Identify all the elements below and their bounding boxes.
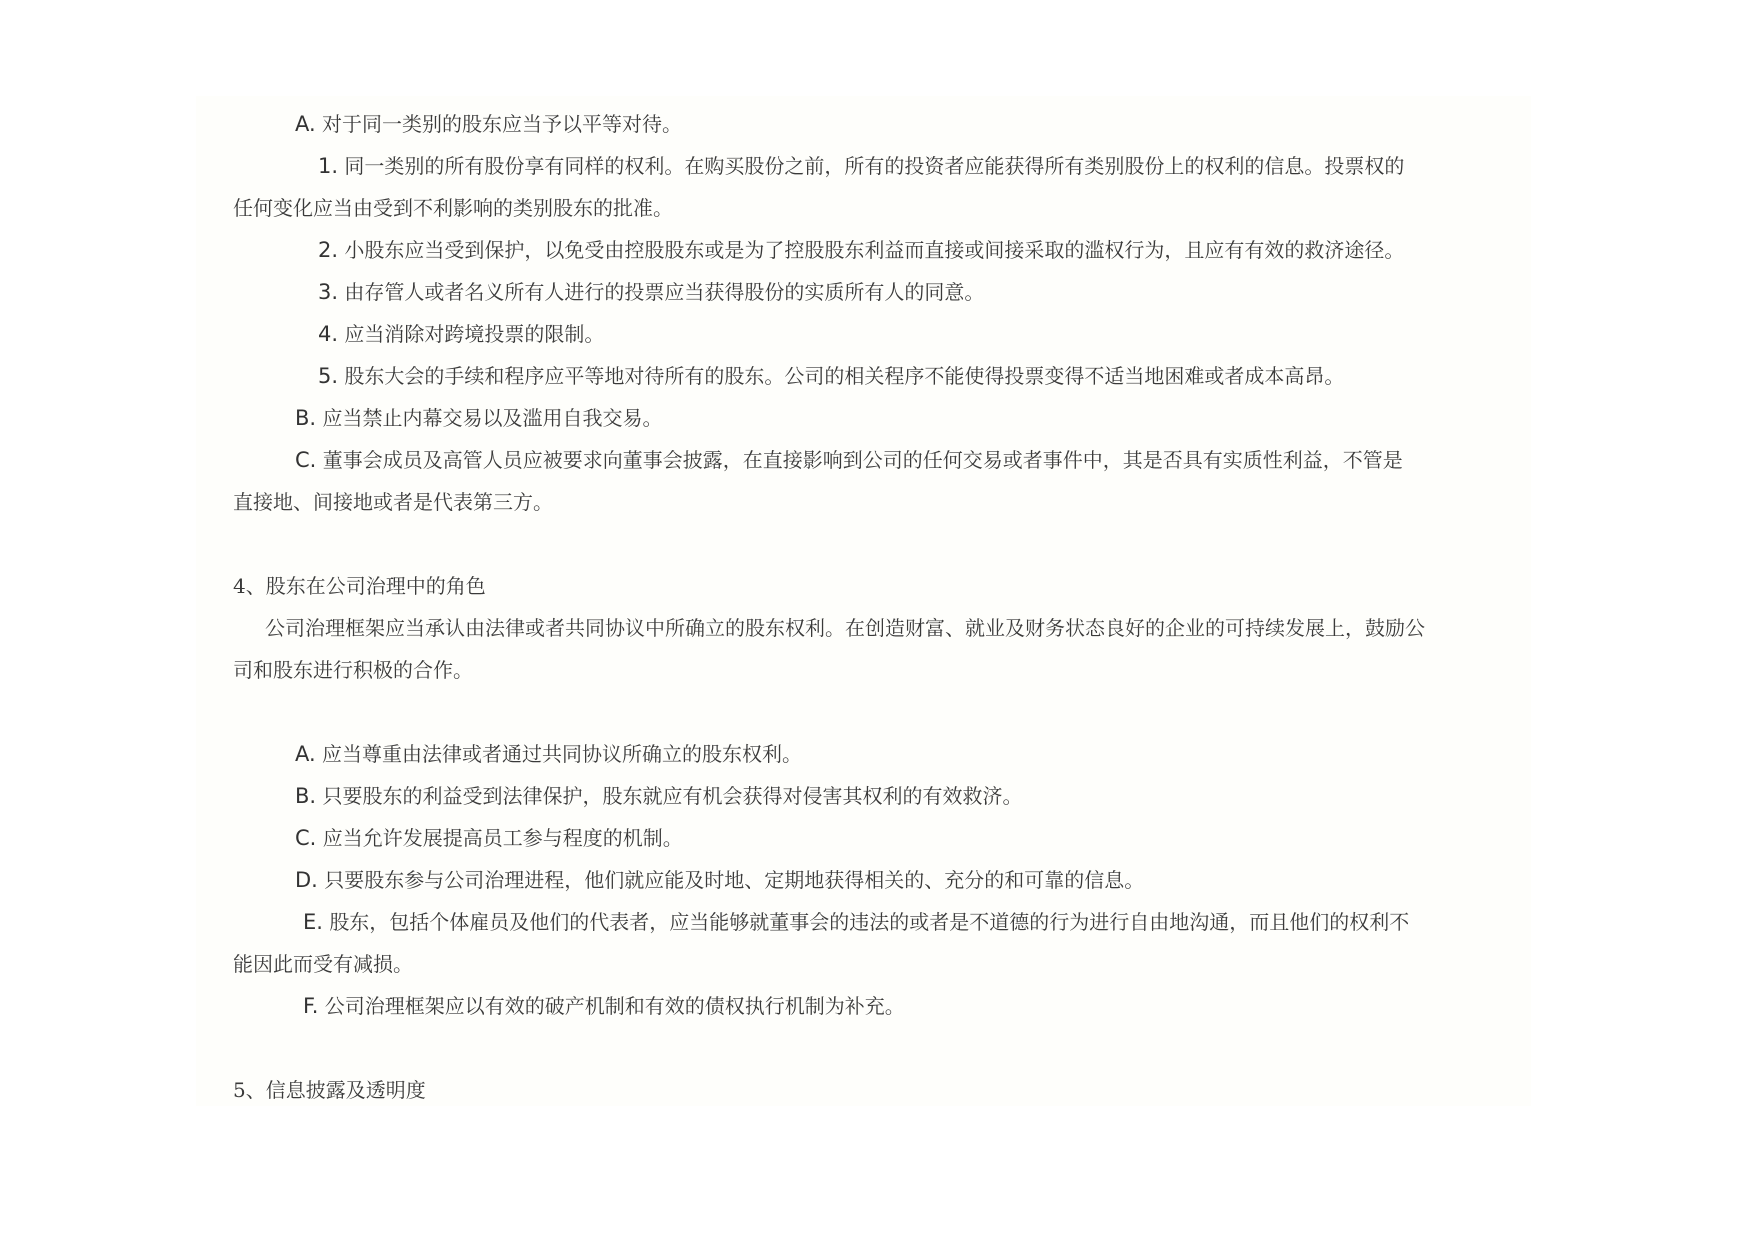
item-text-continued: 能因此而受有减损。 [233,952,413,976]
item-text: 应当尊重由法律或者通过共同协议所确立的股东权利。 [322,742,803,766]
item-text: 股东，包括个体雇员及他们的代表者，应当能够就董事会的违法的或者是不道德的行为进行自由地沟通，而且他们的权利不 [329,910,1410,934]
item-4d [233,859,1533,901]
section-heading: 4、股东在公司治理中的角色 [233,574,486,598]
subitem-label: 1. [318,154,339,178]
section-5-heading [233,1069,1533,1111]
subitem-4 [233,313,1533,355]
subitem-2 [233,229,1533,271]
section-4-intro-line-1 [233,607,1533,649]
paragraph-gap [233,523,1533,565]
item-3b [233,397,1533,439]
item-4a [233,733,1533,775]
item-3a [233,103,1533,145]
subitem-1-continued [233,187,1533,229]
item-label: C. [295,826,317,850]
paragraph-gap [233,1027,1533,1069]
subitem-label: 5. [318,364,339,388]
item-label: C. [295,448,317,472]
item-text: 应当允许发展提高员工参与程度的机制。 [322,826,683,850]
subitem-label: 4. [318,322,339,346]
subitem-text: 股东大会的手续和程序应平等地对待所有的股东。公司的相关程序不能使得投票变得不适当地困难或者成本高昂。 [344,364,1345,388]
item-text: 对于同一类别的股东应当予以平等对待。 [322,112,683,136]
subitem-text: 应当消除对跨境投票的限制。 [344,322,605,346]
section-4-intro-line-2 [233,649,1533,691]
item-4b [233,775,1533,817]
item-text: 只要股东参与公司治理进程，他们就应能及时地、定期地获得相关的、充分的和可靠的信息。 [324,868,1145,892]
item-text: 公司治理框架应以有效的破产机制和有效的债权执行机制为补充。 [324,994,905,1018]
item-3c [233,439,1533,481]
item-text: 董事会成员及高管人员应被要求向董事会披露，在直接影响到公司的任何交易或者事件中，其是否具有实质性利益，不管是 [322,448,1403,472]
item-label: D. [295,868,318,892]
item-4c [233,817,1533,859]
document-body [233,103,1533,1111]
item-label: E. [303,910,323,934]
item-label: F. [303,994,319,1018]
subitem-text-continued: 任何变化应当由受到不利影响的类别股东的批准。 [233,196,673,220]
item-text-continued: 直接地、间接地或者是代表第三方。 [233,490,553,514]
intro-text-continued: 司和股东进行积极的合作。 [233,658,473,682]
item-4e [233,901,1533,943]
subitem-label: 3. [318,280,339,304]
item-3c-continued [233,481,1533,523]
subitem-5 [233,355,1533,397]
subitem-text: 小股东应当受到保护，以免受由控股股东或是为了控股股东利益而直接或间接采取的滥权行为，且应有有效的救济途径。 [344,238,1405,262]
item-text: 应当禁止内幕交易以及滥用自我交易。 [322,406,663,430]
section-4-heading [233,565,1533,607]
item-4f [233,985,1533,1027]
item-label: B. [295,406,317,430]
subitem-3 [233,271,1533,313]
item-4e-continued [233,943,1533,985]
subitem-label: 2. [318,238,339,262]
item-label: A. [295,112,316,136]
subitem-text: 同一类别的所有股份享有同样的权利。在购买股份之前，所有的投资者应能获得所有类别股份上的权利的信息。投票权的 [344,154,1405,178]
paragraph-gap [233,691,1533,733]
subitem-1 [233,145,1533,187]
subitem-text: 由存管人或者名义所有人进行的投票应当获得股份的实质所有人的同意。 [344,280,985,304]
intro-text: 公司治理框架应当承认由法律或者共同协议中所确立的股东权利。在创造财富、就业及财务状态良好的企业的可持续发展上，鼓励公 [265,616,1425,640]
item-label: A. [295,742,316,766]
section-heading: 5、信息披露及透明度 [233,1078,426,1102]
item-text: 只要股东的利益受到法律保护，股东就应有机会获得对侵害其权利的有效救济。 [322,784,1023,808]
item-label: B. [295,784,317,808]
